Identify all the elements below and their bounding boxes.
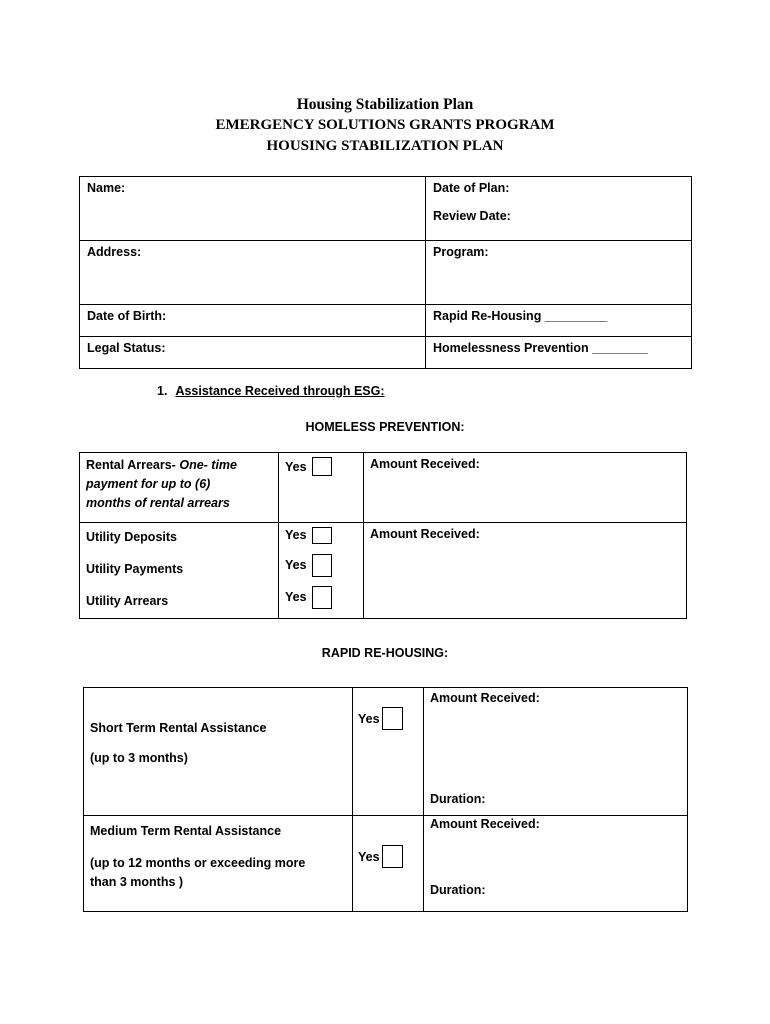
utility-yes-cell: [279, 523, 364, 619]
section-heading: [157, 384, 385, 398]
rental-arrears-desc-1: One- time: [179, 458, 237, 472]
homeless-prevention-table: [79, 452, 687, 619]
section-number: 1.: [157, 384, 168, 398]
rental-arrears-yes-label: Yes: [285, 459, 307, 474]
medium-term-note-2: than 3 months ): [90, 875, 184, 889]
utility-arrears-checkbox[interactable]: [312, 586, 332, 609]
legal-status-label: Legal Status:: [87, 341, 166, 355]
short-term-note: (up to 3 months): [90, 751, 188, 765]
short-term-checkbox[interactable]: [382, 707, 403, 730]
short-term-amount-cell[interactable]: [424, 688, 688, 816]
medium-term-amount-label: Amount Received:: [430, 817, 540, 831]
name-label: Name:: [87, 181, 126, 195]
medium-term-note-1: (up to 12 months or exceeding more: [90, 856, 306, 870]
rapid-rehousing-field[interactable]: [426, 305, 692, 337]
utility-arrears-yes-label: Yes: [285, 590, 307, 604]
homelessness-prevention-label: Homelessness Prevention ________: [433, 341, 648, 355]
rental-arrears-desc-3: months of rental arrears: [86, 496, 230, 510]
medium-term-checkbox[interactable]: [382, 845, 403, 868]
program-field[interactable]: [426, 241, 692, 305]
section-title: Assistance Received through ESG:: [175, 384, 385, 398]
legal-status-field[interactable]: [80, 337, 426, 369]
date-of-plan-label: Date of Plan:: [433, 181, 510, 195]
short-term-yes-label: Yes: [358, 711, 380, 726]
dob-field[interactable]: [80, 305, 426, 337]
name-field[interactable]: [80, 177, 426, 241]
medium-term-amount-cell[interactable]: [424, 816, 688, 912]
dob-label: Date of Birth:: [87, 309, 167, 323]
short-term-cell: [84, 688, 353, 816]
utility-amount-label: Amount Received:: [370, 527, 480, 541]
rental-arrears-desc-2: payment for up to (6): [86, 477, 211, 491]
medium-term-label: Medium Term Rental Assistance: [90, 824, 282, 838]
rental-arrears-amount-label: Amount Received:: [370, 457, 480, 471]
address-field[interactable]: [80, 241, 426, 305]
medium-term-duration-label: Duration:: [430, 883, 486, 897]
homeless-prevention-heading: HOMELESS PREVENTION:: [305, 420, 465, 434]
homelessness-prevention-field[interactable]: [426, 337, 692, 369]
utility-payments-label: Utility Payments: [86, 562, 184, 576]
utility-deposits-checkbox[interactable]: [312, 527, 332, 544]
header: [0, 94, 770, 157]
utility-deposits-label: Utility Deposits: [86, 530, 177, 544]
review-date-label: Review Date:: [433, 209, 511, 223]
rapid-rehousing-label: Rapid Re-Housing _________: [433, 309, 608, 323]
utility-arrears-label: Utility Arrears: [86, 594, 169, 608]
short-term-label: Short Term Rental Assistance: [90, 721, 267, 735]
medium-term-yes-label: Yes: [358, 849, 380, 864]
rental-arrears-checkbox[interactable]: [312, 457, 332, 476]
medium-term-yes-cell: [353, 816, 424, 912]
rental-arrears-cell: [80, 453, 279, 523]
program-label: Program:: [433, 245, 489, 259]
medium-term-cell: [84, 816, 353, 912]
rapid-rehousing-heading: RAPID RE-HOUSING:: [321, 646, 449, 660]
utility-payments-yes-label: Yes: [285, 558, 307, 572]
rapid-rehousing-table: [83, 687, 688, 912]
utility-deposits-yes-label: Yes: [285, 528, 307, 542]
short-term-yes-cell: [353, 688, 424, 816]
form-subtitle-program: EMERGENCY SOLUTIONS GRANTS PROGRAM: [215, 117, 555, 133]
form-subtitle-plan: HOUSING STABILIZATION PLAN: [266, 138, 504, 154]
form-title: Housing Stabilization Plan: [296, 96, 474, 113]
short-term-amount-label: Amount Received:: [430, 691, 540, 705]
short-term-duration-label: Duration:: [430, 792, 486, 806]
utility-amount-cell[interactable]: [364, 523, 687, 619]
rental-arrears-label: Rental Arrears-: [86, 458, 176, 472]
client-info-table: [79, 176, 692, 369]
rental-arrears-yes-cell: [279, 453, 364, 523]
utility-payments-checkbox[interactable]: [312, 554, 332, 577]
rental-arrears-amount-cell[interactable]: [364, 453, 687, 523]
plan-dates-field[interactable]: [426, 177, 692, 241]
address-label: Address:: [87, 245, 142, 259]
utility-cell: [80, 523, 279, 619]
